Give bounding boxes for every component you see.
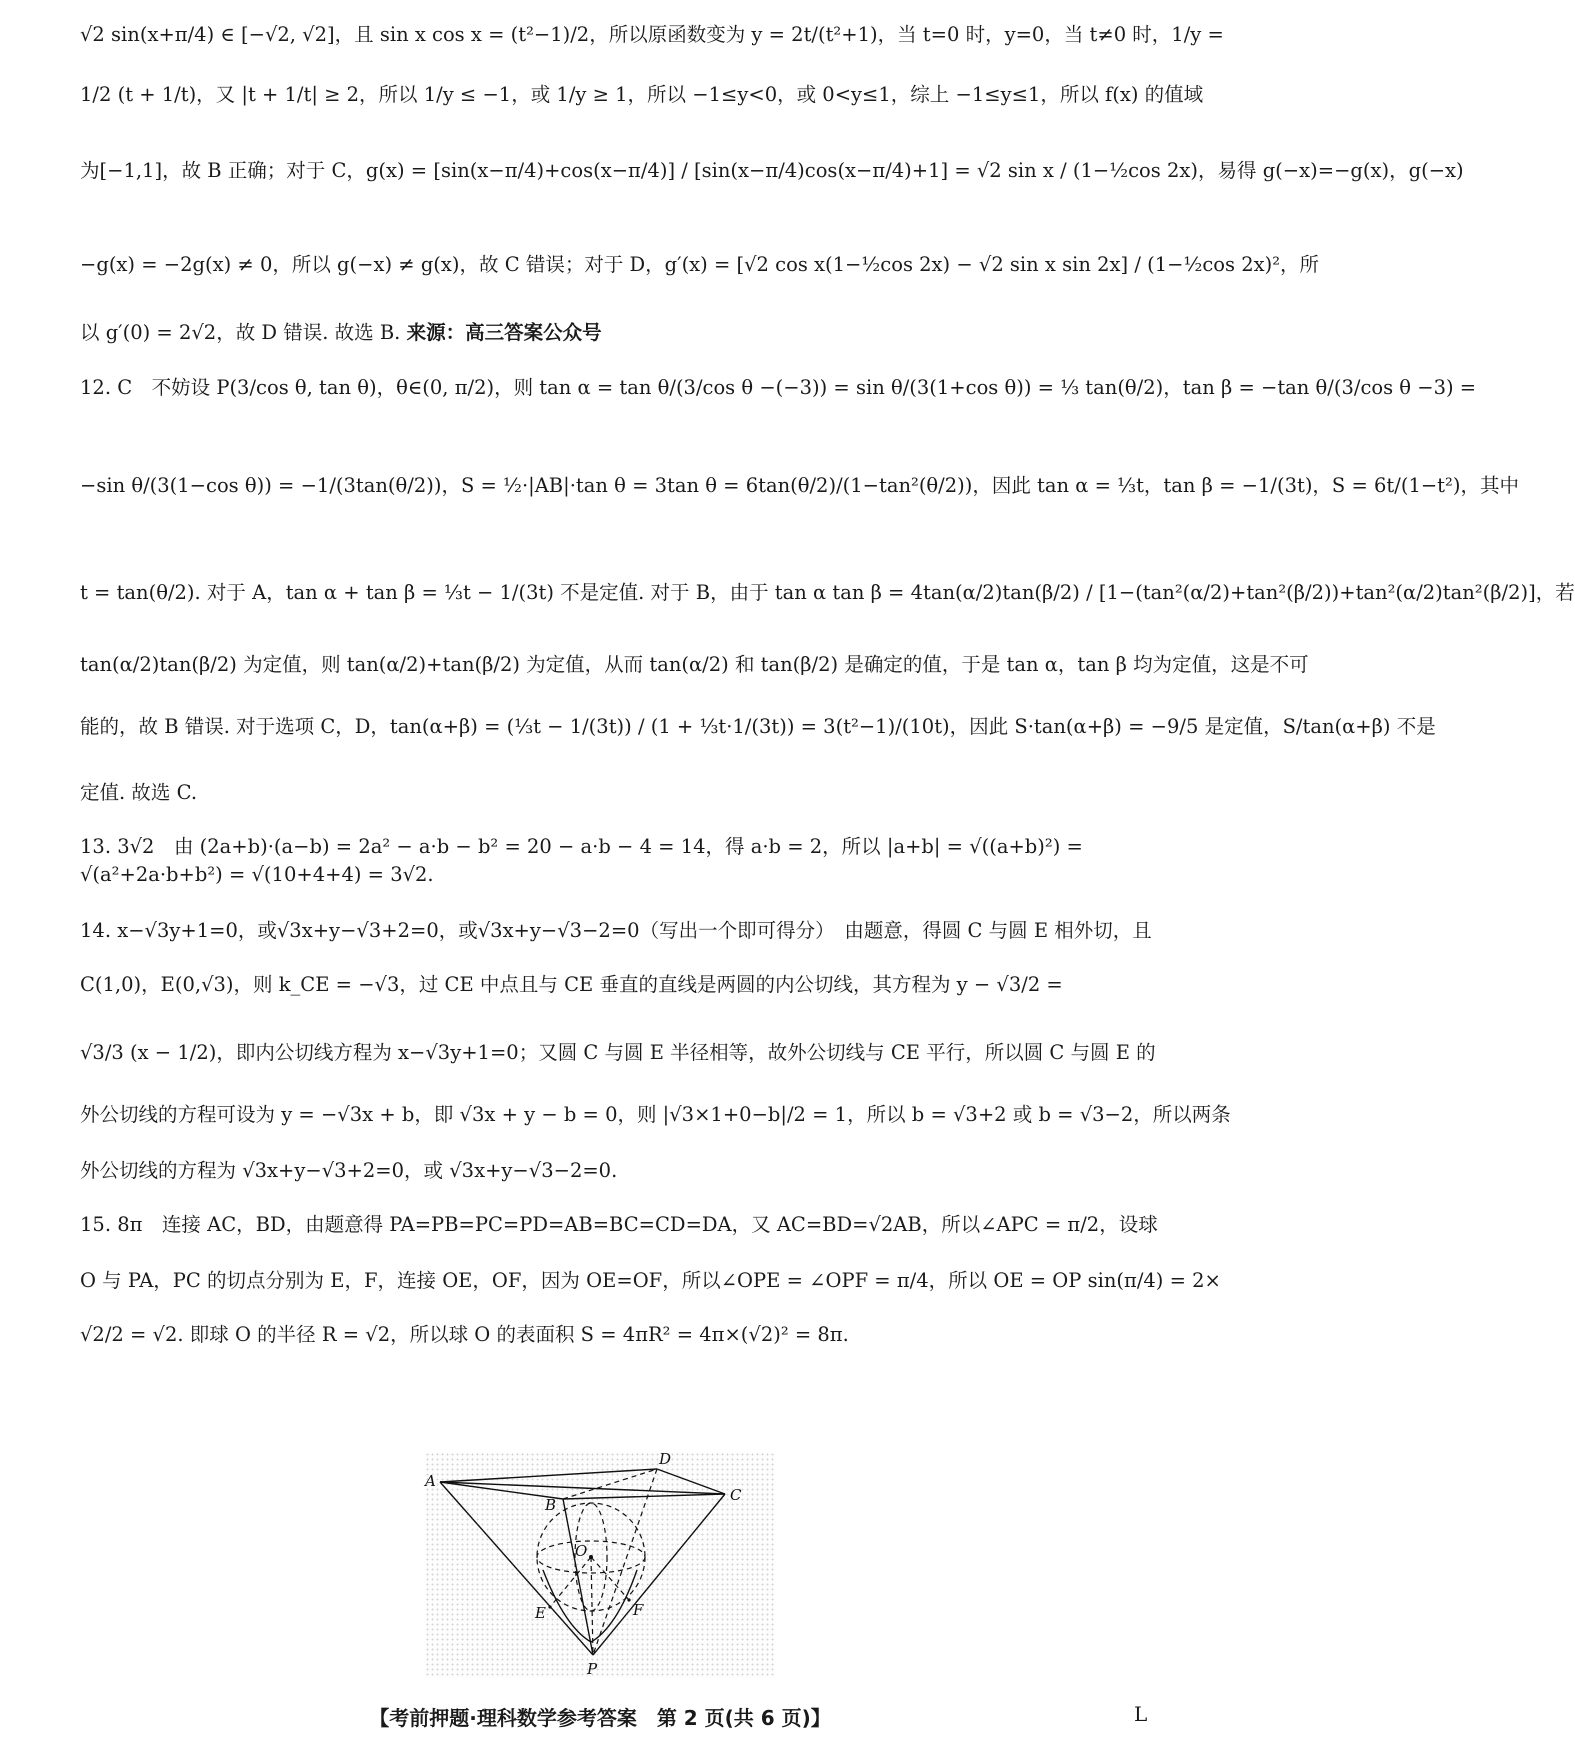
problem-14-line-2: C(1,0)，E(0,√3)，则 k_CE = −√3，过 CE 中点且与 CE 垂直的直线是两圆的内公切线，其方程为 y − √3/2 = — [80, 973, 1063, 996]
problem-14-line-4: 外公切线的方程可设为 y = −√3x + b，即 √3x + y − b = 0，则 |√3×1+0−b|/2 = 1，所以 b = √3+2 或 b = √3−2，所以两条 — [80, 1103, 1231, 1126]
problem-15-line-2: O 与 PA，PC 的切点分别为 E，F，连接 OE，OF，因为 OE=OF，所以∠OPE = ∠OPF = π/4，所以 OE = OP sin(π/4) = 2× — [80, 1269, 1221, 1292]
label-C: C — [730, 1486, 742, 1504]
pyramid-sphere-figure — [425, 1452, 775, 1677]
label-P: P — [587, 1660, 598, 1678]
text-line-2: 1/2 (t + 1/t)，又 |t + 1/t| ≥ 2，所以 1/y ≤ −1，或 1/y ≥ 1，所以 −1≤y<0，或 0<y≤1，综上 −1≤y≤1，所以 f(x) 的值域 — [80, 83, 1204, 106]
problem-13-line-2: √(a²+2a·b+b²) = √(10+4+4) = 3√2. — [80, 863, 434, 886]
problem-14-line-3: √3/3 (x − 1/2)，即内公切线方程为 x−√3y+1=0；又圆 C 与圆 E 半径相等，故外公切线与 CE 平行，所以圆 C 与圆 E 的 — [80, 1041, 1156, 1064]
text-line-3: 为[−1,1]，故 B 正确；对于 C，g(x) = [sin(x−π/4)+cos(x−π/4)] / [sin(x−π/4)cos(x−π/4)+1] = √2 sin x / (1−½cos 2x)，易得 g(−x)=−g(x)，g(−x) — [80, 159, 1464, 182]
footer-version-tag: L — [1134, 1702, 1148, 1726]
problem-14-line-5: 外公切线的方程为 √3x+y−√3+2=0，或 √3x+y−√3−2=0. — [80, 1159, 618, 1182]
label-F: F — [633, 1601, 644, 1619]
problem-12-line-6: 定值. 故选 C. — [80, 781, 198, 804]
problem-14-line-1: 14. x−√3y+1=0，或√3x+y−√3+2=0，或√3x+y−√3−2=0（写出一个即可得分） 由题意，得圆 C 与圆 E 相外切，且 — [80, 919, 1152, 942]
problem-12-line-1: 12. C 不妨设 P(3/cos θ, tan θ)，θ∈(0, π/2)，则 tan α = tan θ/(3/cos θ −(−3)) = sin θ/(3(1+cos θ)) = ⅓ tan(θ/2)，tan β = −tan θ/(3/cos θ −3) = — [80, 376, 1477, 399]
problem-15-line-1: 15. 8π 连接 AC，BD，由题意得 PA=PB=PC=PD=AB=BC=CD=DA，又 AC=BD=√2AB，所以∠APC = π/2，设球 — [80, 1213, 1158, 1236]
problem-15-line-3: √2/2 = √2. 即球 O 的半径 R = √2，所以球 O 的表面积 S = 4πR² = 4π×(√2)² = 8π. — [80, 1323, 849, 1346]
label-D: D — [659, 1450, 672, 1468]
figure-svg — [425, 1452, 775, 1677]
text-line-4: −g(x) = −2g(x) ≠ 0，所以 g(−x) ≠ g(x)，故 C 错误；对于 D，g′(x) = [√2 cos x(1−½cos 2x) − √2 sin x sin 2x] / (1−½cos 2x)²，所 — [80, 253, 1320, 276]
label-B: B — [545, 1496, 557, 1514]
text-line-5 — [80, 320, 1155, 345]
text-line-5-body: 以 g′(0) = 2√2，故 D 错误. 故选 B. — [80, 321, 401, 344]
problem-13-line-1: 13. 3√2 由 (2a+b)·(a−b) = 2a² − a·b − b² = 20 − a·b − 4 = 14，得 a·b = 2，所以 |a+b| = √((a+b)²) = — [80, 835, 1083, 858]
label-E: E — [535, 1604, 546, 1622]
source-note: 来源：高三答案公众号 — [406, 321, 602, 344]
problem-12-line-2: −sin θ/(3(1−cos θ)) = −1/(3tan(θ/2))，S = ½·|AB|·tan θ = 3tan θ = 6tan(θ/2)/(1−tan²(θ/2))，因此 tan α = ⅓t，tan β = −1/(3t)，S = 6t/(1−t²)，其中 — [80, 474, 1519, 497]
problem-12-line-3: t = tan(θ/2). 对于 A，tan α + tan β = ⅓t − 1/(3t) 不是定值. 对于 B，由于 tan α tan β = 4tan(α/2)tan(β/2) / [1−(tan²(α/2)+tan²(β/2))+tan²(α/2)tan²(β/2)]，若 — [80, 581, 1575, 604]
label-O: O — [575, 1542, 588, 1560]
problem-12-line-4: tan(α/2)tan(β/2) 为定值，则 tan(α/2)+tan(β/2) 为定值，从而 tan(α/2) 和 tan(β/2) 是确定的值，于是 tan α，tan β 均为定值，这是不可 — [80, 653, 1309, 676]
page-footer: 【考前押题·理科数学参考答案 第 2 页(共 6 页)】 — [369, 1706, 831, 1730]
problem-12-line-5: 能的，故 B 错误. 对于选项 C，D，tan(α+β) = (⅓t − 1/(3t)) / (1 + ⅓t·1/(3t)) = 3(t²−1)/(10t)，因此 S·tan(α+β) = −9/5 是定值，S/tan(α+β) 不是 — [80, 715, 1436, 738]
text-line-1: √2 sin(x+π/4) ∈ [−√2, √2]，且 sin x cos x = (t²−1)/2，所以原函数变为 y = 2t/(t²+1)，当 t=0 时，y=0，当 t≠0 时，1/y = — [80, 23, 1224, 46]
label-A: A — [425, 1472, 436, 1490]
